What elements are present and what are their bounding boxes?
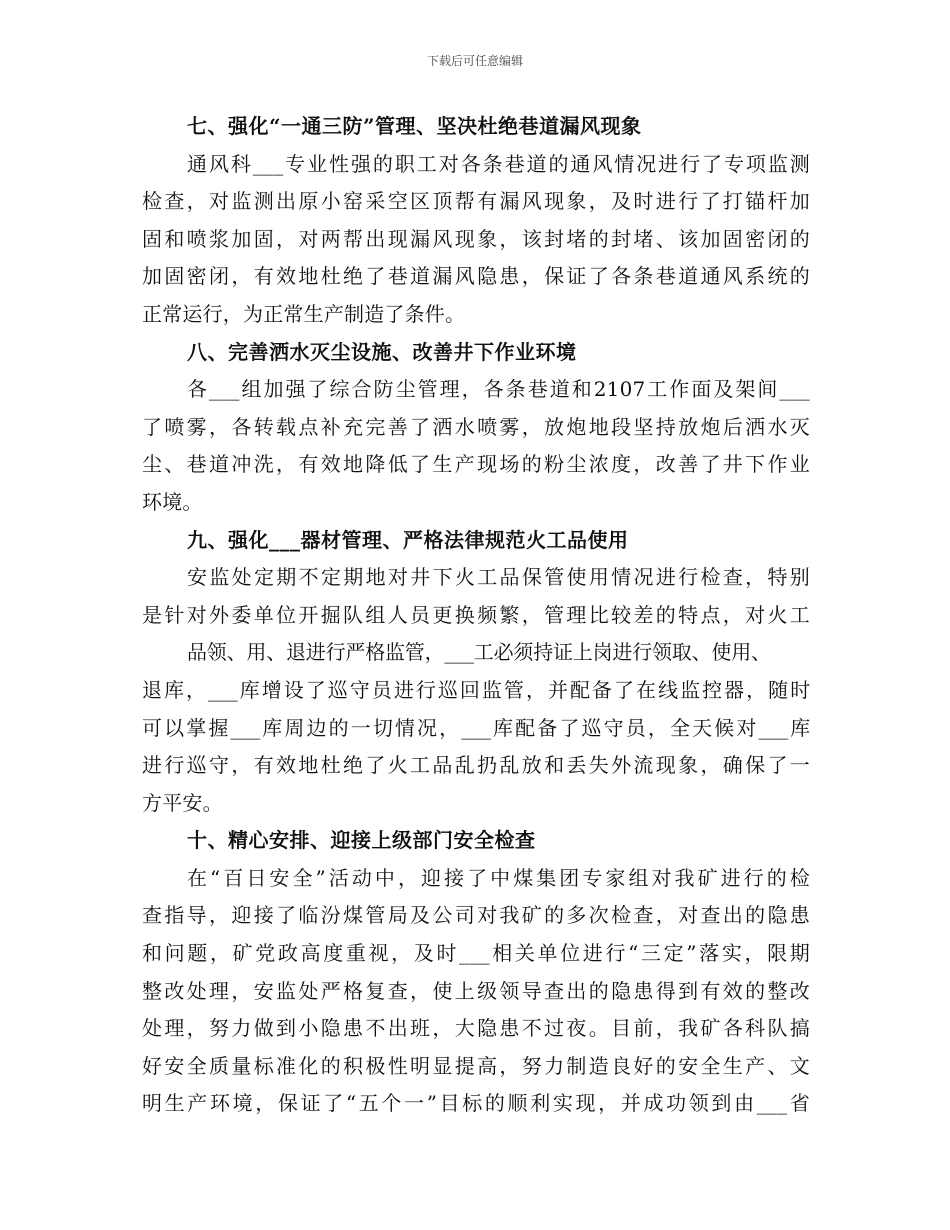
paragraph-line: 固和喷浆加固，对两帮出现漏风现象，该封堵的封堵、该加固密闭的 bbox=[142, 226, 810, 251]
paragraph-line: 退库，___库增设了巡守员进行巡回监管，并配备了在线监控器，随时 bbox=[142, 677, 810, 702]
paragraph-line: 通风科___专业性强的职工对各条巷道的通风情况进行了专项监测 bbox=[187, 151, 810, 176]
paragraph-line: 在“百日安全”活动中，迎接了中煤集团专家组对我矿进行的检 bbox=[187, 865, 810, 890]
paragraph-line: 好安全质量标准化的积极性明显提高，努力制造良好的安全生产、文 bbox=[142, 1053, 810, 1078]
paragraph-line: 尘、巷道冲洗，有效地降低了生产现场的粉尘浓度，改善了井下作业 bbox=[142, 452, 810, 477]
paragraph-line: 整改处理，安监处严格复查，使上级领导查出的隐患得到有效的整改 bbox=[142, 978, 810, 1003]
section-heading-7: 七、强化“一通三防”管理、坚决杜绝巷道漏风现象 bbox=[187, 114, 642, 138]
paragraph-line: 处理，努力做到小隐患不出班，大隐患不过夜。目前，我矿各科队搞 bbox=[142, 1016, 810, 1041]
section-heading-9: 九、强化___器材管理、严格法律规范火工品使用 bbox=[187, 527, 629, 552]
paragraph-line: 明生产环境，保证了“五个一”目标的顺利实现，并成功领到由___省 bbox=[142, 1091, 810, 1116]
paragraph-line: 环境。 bbox=[142, 489, 203, 514]
section-heading-8: 八、完善洒水灭尘设施、改善井下作业环境 bbox=[187, 339, 577, 364]
paragraph-line: 检查，对监测出原小窑采空区顶帮有漏风现象，及时进行了打锚杆加 bbox=[142, 189, 810, 214]
paragraph-line: 品领、用、退进行严格监管，___工必须持证上岗进行领取、使用、 bbox=[187, 640, 771, 665]
document-body bbox=[142, 108, 810, 1123]
paragraph-line: 各___组加强了综合防尘管理，各条巷道和2107工作面及架间___ bbox=[187, 377, 810, 402]
section-heading-10: 十、精心安排、迎接上级部门安全检查 bbox=[187, 828, 536, 853]
paragraph-line: 正常运行，为正常生产制造了条件。 bbox=[142, 301, 466, 326]
paragraph-line: 和问题，矿党政高度重视，及时___相关单位进行“三定”落实，限期 bbox=[142, 941, 810, 966]
page-header: 下载后可任意编辑 bbox=[426, 54, 523, 68]
paragraph-line: 了喷雾，各转载点补充完善了洒水喷雾，放炮地段坚持放炮后洒水灭 bbox=[142, 414, 810, 439]
paragraph-line: 可以掌握___库周边的一切情况，___库配备了巡守员，全天候对___库 bbox=[142, 715, 810, 740]
paragraph-line: 进行巡守，有效地杜绝了火工品乱扔乱放和丢失外流现象，确保了一 bbox=[142, 753, 810, 778]
paragraph-line: 安监处定期不定期地对井下火工品保管使用情况进行检查，特别 bbox=[187, 565, 810, 590]
paragraph-line: 方平安。 bbox=[142, 790, 223, 815]
paragraph-line: 查指导，迎接了临汾煤管局及公司对我矿的多次检查，对查出的隐患 bbox=[142, 903, 810, 928]
paragraph-line: 加固密闭，有效地杜绝了巷道漏风隐患，保证了各条巷道通风系统的 bbox=[142, 264, 810, 289]
paragraph-line: 是针对外委单位开掘队组人员更换频繁，管理比较差的特点，对火工 bbox=[142, 602, 810, 627]
